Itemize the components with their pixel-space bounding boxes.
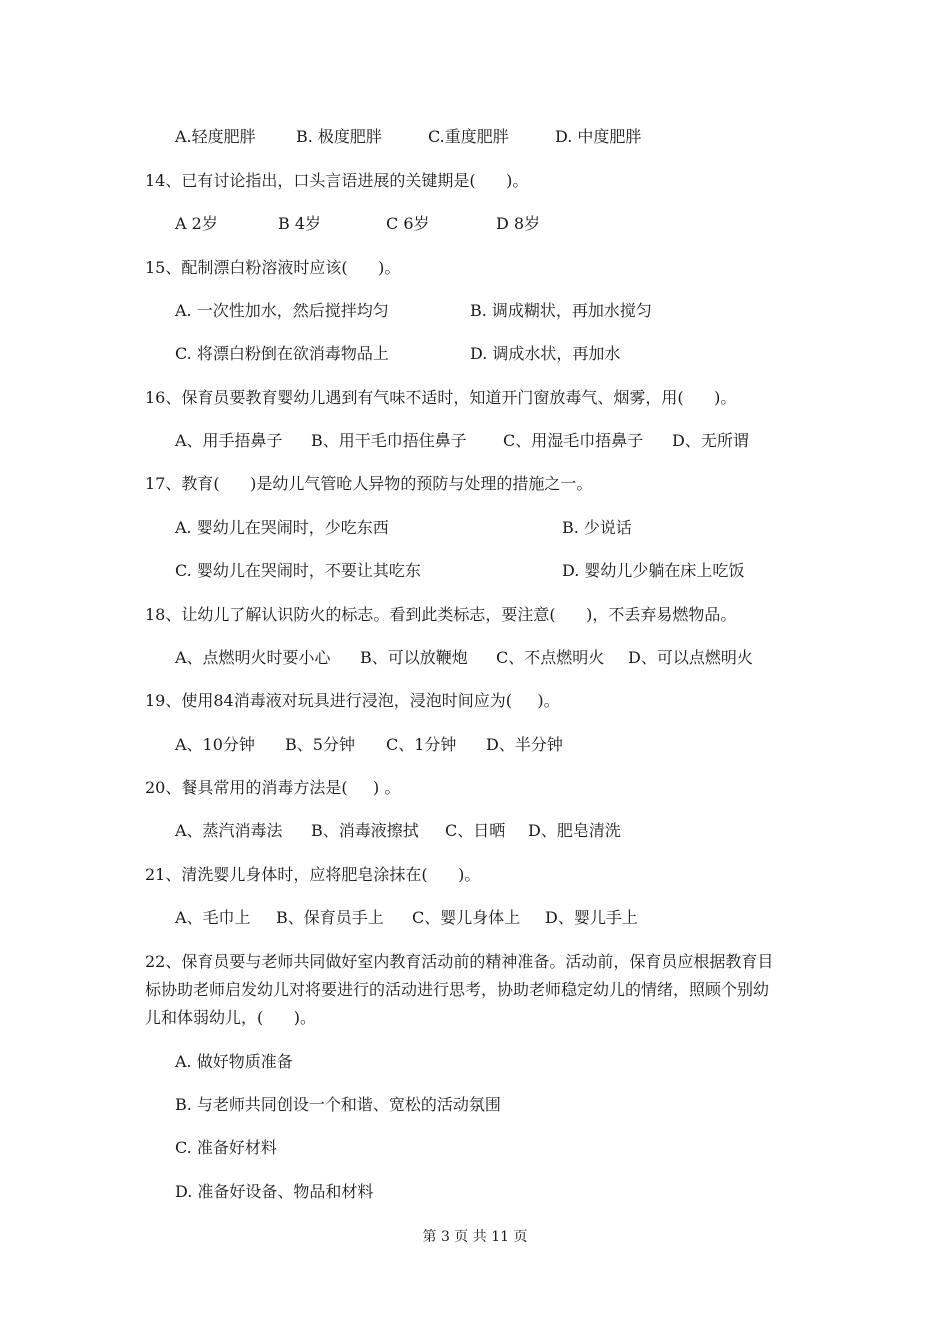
q16-option-a: A、用手捂鼻子 (175, 431, 283, 450)
q21-option-b: B、保育员手上 (276, 908, 384, 927)
q20-stem: 20、餐具常用的消毒方法是( ) 。 (145, 778, 401, 797)
q19-stem: 19、使用84消毒液对玩具进行浸泡，浸泡时间应为( )。 (145, 691, 560, 710)
q18-option-c: C、不点燃明火 (496, 648, 605, 667)
q20-option-d: D、肥皂清洗 (528, 821, 621, 840)
q13-option-a: A.轻度肥胖 (175, 127, 256, 146)
q19-option-b: B、5分钟 (285, 735, 355, 754)
q13-option-b: B. 极度肥胖 (296, 127, 382, 146)
q15-option-c: C. 将漂白粉倒在欲消毒物品上 (175, 344, 389, 363)
q17-option-d: D. 婴幼儿少躺在床上吃饭 (562, 561, 745, 580)
q22-option-a: A. 做好物质准备 (175, 1052, 293, 1071)
q20-option-c: C、日晒 (445, 821, 506, 840)
q15-option-b: B. 调成糊状，再加水搅匀 (470, 301, 652, 320)
q20-option-a: A、蒸汽消毒法 (175, 821, 283, 840)
q18-option-b: B、可以放鞭炮 (360, 648, 468, 667)
q16-stem: 16、保育员要教育婴幼儿遇到有气味不适时，知道开门窗放毒气、烟雾，用( )。 (145, 388, 737, 407)
q14-option-c: C 6岁 (386, 214, 430, 233)
q18-option-d: D、可以点燃明火 (628, 648, 753, 667)
q15-stem: 15、配制漂白粉溶液时应该( )。 (145, 258, 401, 277)
q18-option-a: A、点燃明火时要小心 (175, 648, 331, 667)
q19-option-d: D、半分钟 (486, 735, 563, 754)
q22-stem-line-1: 22、保育员要与老师共同做好室内教育活动前的精神准备。活动前，保育员应根据教育目 (145, 952, 774, 971)
q16-option-d: D、无所谓 (672, 431, 749, 450)
q18-stem: 18、让幼儿了解认识防火的标志。看到此类标志，要注意( )，不丢弃易燃物品。 (145, 605, 737, 624)
q22-option-b: B. 与老师共同创设一个和谐、宽松的活动氛围 (175, 1095, 501, 1114)
q17-option-a: A. 婴幼儿在哭闹时，少吃东西 (175, 518, 389, 537)
q21-option-d: D、婴儿手上 (545, 908, 638, 927)
q20-option-b: B、消毒液擦拭 (311, 821, 419, 840)
q14-option-a: A 2岁 (175, 214, 218, 233)
q22-option-c: C. 准备好材料 (175, 1138, 277, 1157)
q22-option-d: D. 准备好设备、物品和材料 (175, 1182, 374, 1201)
q14-option-b: B 4岁 (278, 214, 322, 233)
q14-stem: 14、已有讨论指出，口头言语进展的关键期是( )。 (145, 171, 529, 190)
q17-option-b: B. 少说话 (562, 518, 632, 537)
q17-stem: 17、教育( )是幼儿气管呛人异物的预防与处理的措施之一。 (145, 474, 593, 493)
q19-option-a: A、10分钟 (175, 735, 255, 754)
q19-option-c: C、1分钟 (386, 735, 457, 754)
q21-stem: 21、清洗婴儿身体时，应将肥皂涂抹在( )。 (145, 865, 481, 884)
q15-option-d: D. 调成水状，再加水 (470, 344, 621, 363)
q13-option-c: C.重度肥胖 (428, 127, 509, 146)
q16-option-c: C、用湿毛巾捂鼻子 (503, 431, 644, 450)
q22-stem-line-2: 标协助老师启发幼儿对将要进行的活动进行思考，协助老师稳定幼儿的情绪，照顾个别幼 (145, 980, 770, 999)
q17-option-c: C. 婴幼儿在哭闹时，不要让其吃东 (175, 561, 421, 580)
q15-option-a: A. 一次性加水，然后搅拌均匀 (175, 301, 389, 320)
q16-option-b: B、用干毛巾捂住鼻子 (311, 431, 467, 450)
q14-option-d: D 8岁 (496, 214, 541, 233)
q13-option-d: D. 中度肥胖 (555, 127, 642, 146)
q21-option-c: C、婴儿身体上 (412, 908, 521, 927)
q22-stem-line-3: 儿和体弱幼儿，( )。 (145, 1008, 317, 1027)
q21-option-a: A、毛巾上 (175, 908, 251, 927)
page-number-footer: 第 3 页 共 11 页 (422, 1229, 528, 1245)
